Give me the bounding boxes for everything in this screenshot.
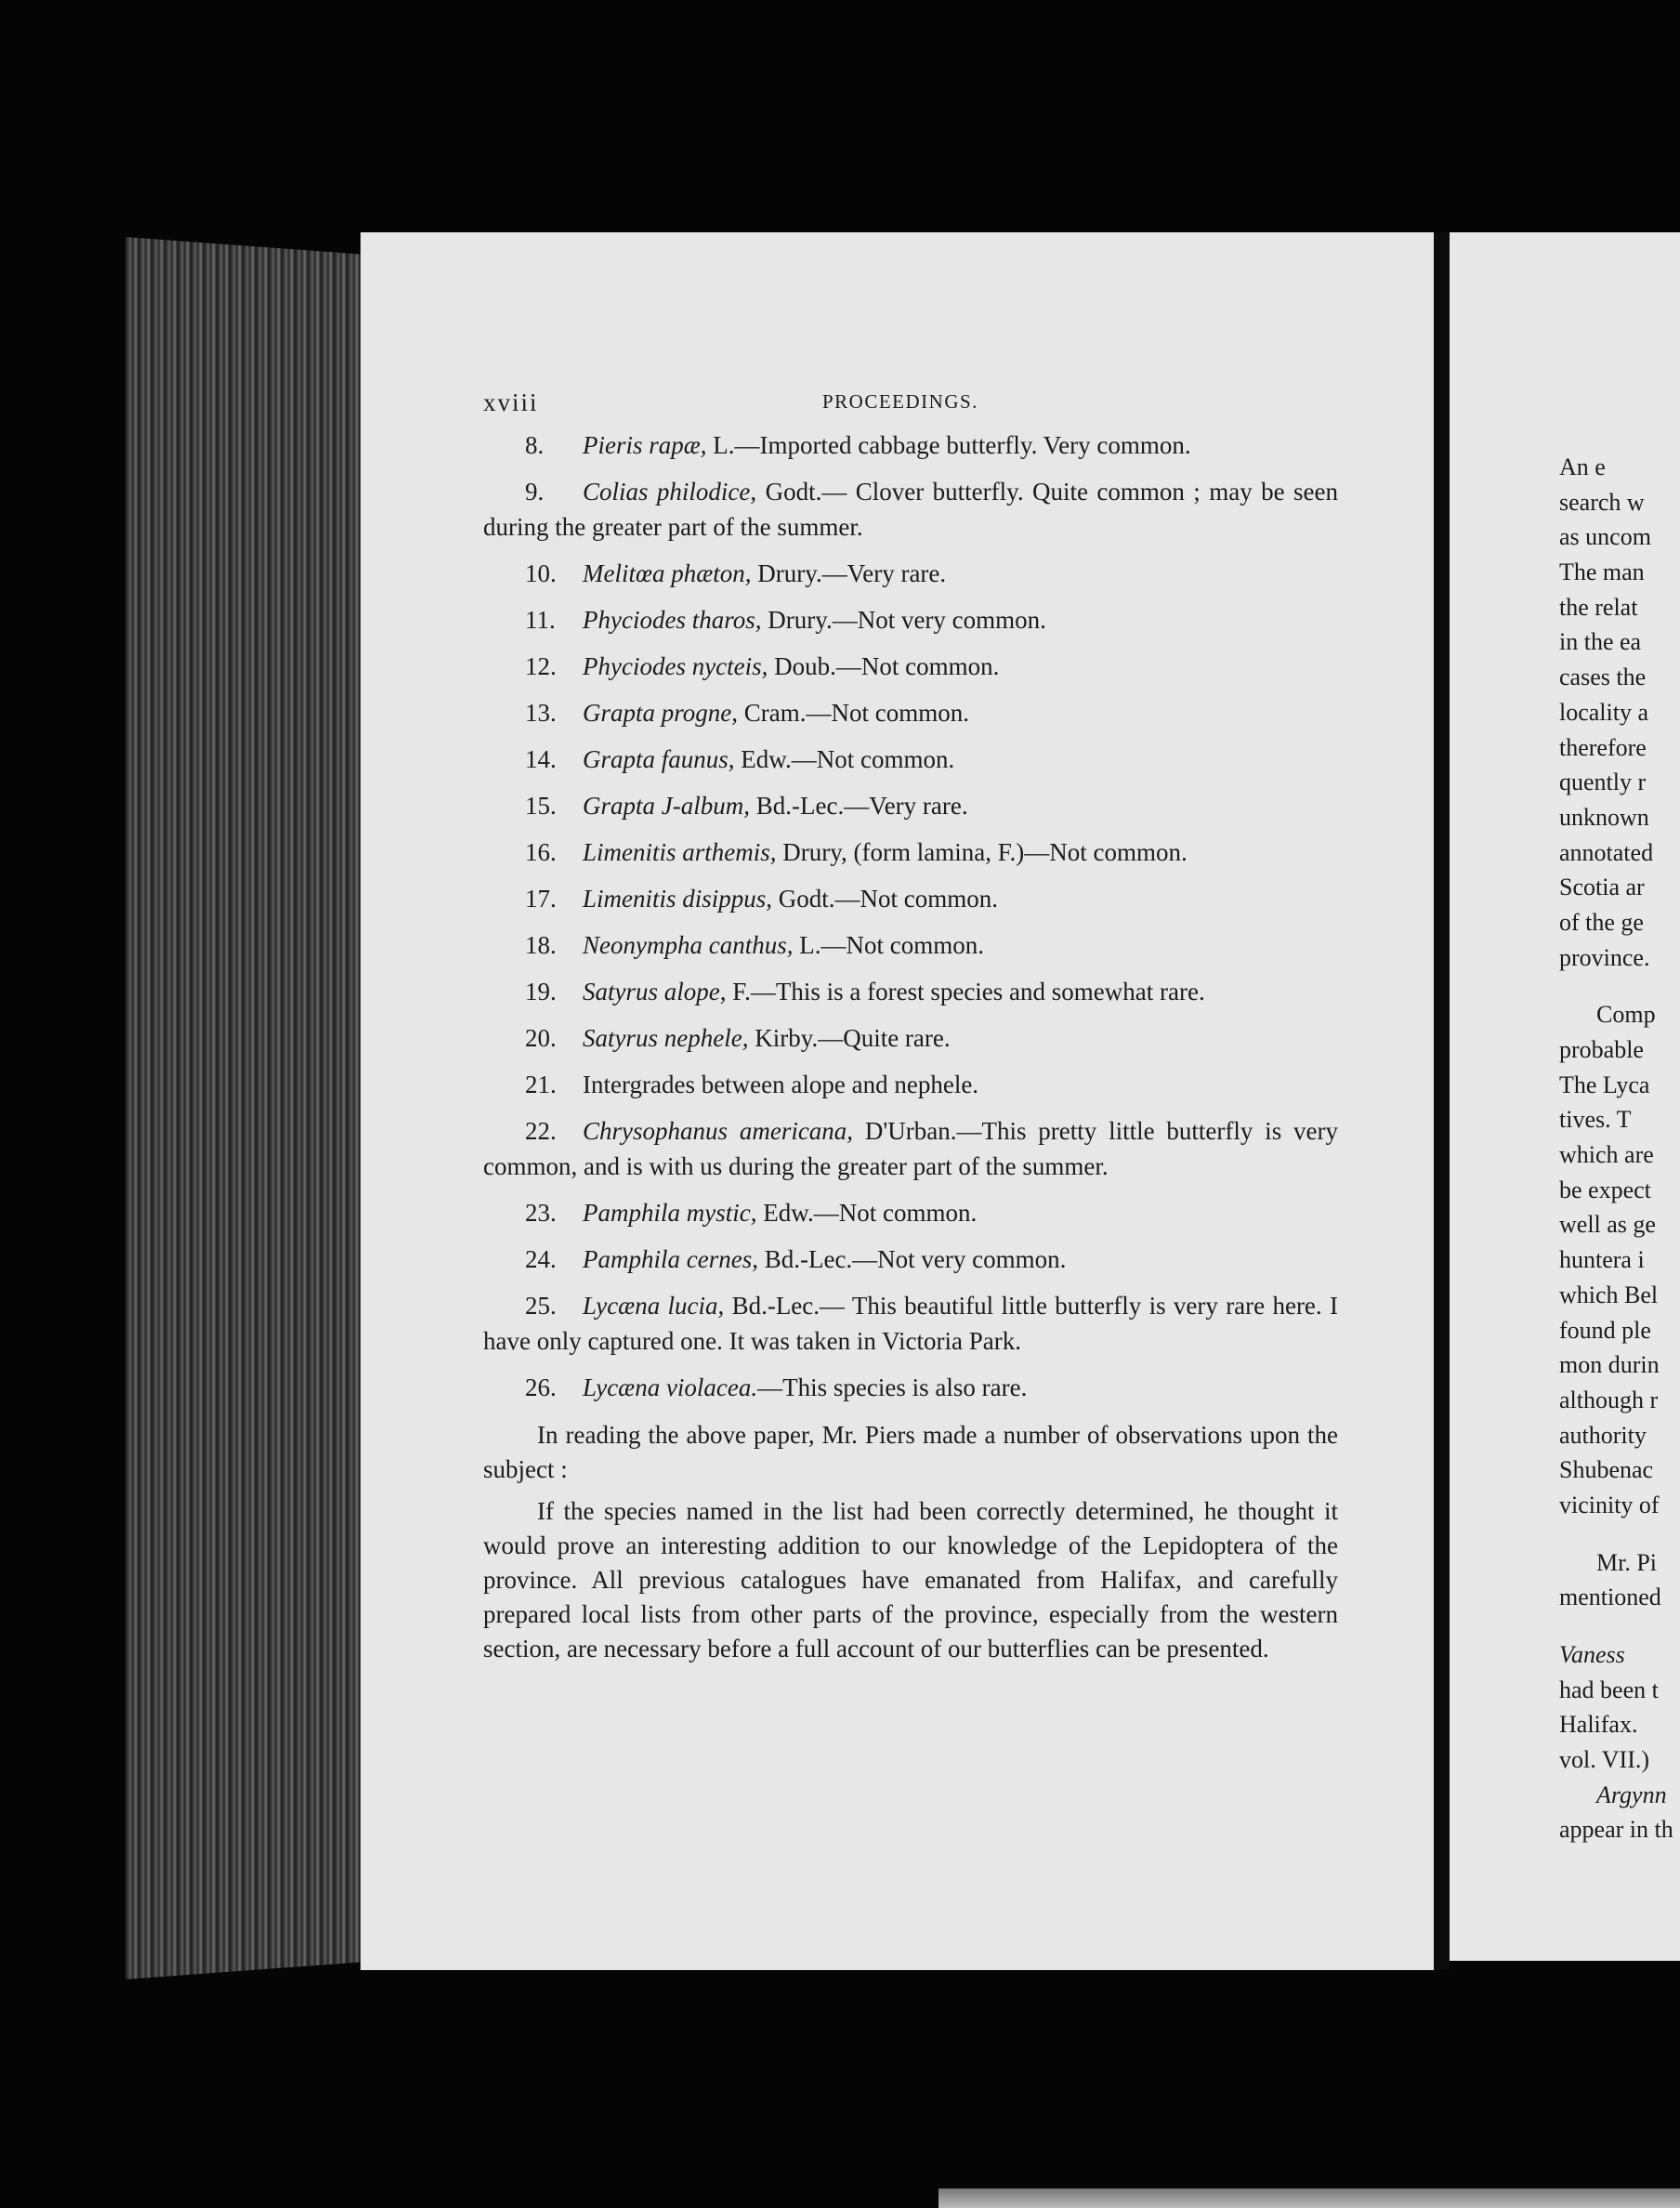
species-name: Grapta J-album, — [583, 792, 750, 820]
right-page-line: The man — [1559, 559, 1645, 586]
entry-number: 14. — [525, 745, 557, 773]
species-note: Doub.—Not common. — [768, 652, 1000, 680]
right-page-line: Scotia ar — [1559, 874, 1645, 901]
species-name: Grapta faunus, — [583, 745, 735, 773]
right-page-line: The Lyca — [1559, 1071, 1650, 1098]
right-page-line: huntera i — [1559, 1246, 1645, 1274]
right-page-line: Argynn — [1596, 1781, 1667, 1808]
right-page-line: in the ea — [1559, 628, 1642, 656]
paragraph-gap — [1559, 1523, 1680, 1545]
discussion-paragraphs — [483, 1418, 1338, 1666]
right-page-line: well as ge — [1559, 1211, 1656, 1239]
species-entry — [483, 556, 1338, 591]
species-name: Phyciodes tharos, — [583, 606, 762, 634]
entry-number: 20. — [525, 1024, 557, 1052]
species-entry — [483, 974, 1338, 1009]
right-page-line: quently r — [1559, 769, 1647, 796]
paragraph-gap — [1559, 975, 1680, 997]
right-page-line: therefore — [1559, 733, 1647, 761]
species-name: Pieris rapæ, — [583, 431, 707, 459]
species-note: F.—This is a forest species and somewhat rare. — [726, 978, 1205, 1005]
right-page-text-fragments — [1559, 450, 1680, 1847]
species-note: Drury.—Not very common. — [761, 606, 1046, 634]
right-page-line: found ple — [1559, 1316, 1651, 1344]
running-head: PROCEEDINGS. — [822, 390, 978, 413]
entry-number: 23. — [525, 1199, 557, 1227]
species-entry — [483, 881, 1338, 916]
species-entry — [483, 1288, 1338, 1359]
right-page-line: of the ge — [1559, 908, 1644, 936]
species-note: Drury, (form lamina, F.)—Not common. — [776, 838, 1188, 866]
species-name: Satyrus alope, — [583, 978, 727, 1005]
right-page-line: Mr. Pi — [1596, 1548, 1658, 1576]
entry-number: 8. — [525, 431, 545, 459]
species-name: Phyciodes nycteis, — [583, 652, 768, 680]
species-entry — [483, 649, 1338, 684]
right-page-line: although r — [1559, 1386, 1659, 1413]
right-page-line: annotated — [1559, 838, 1654, 866]
discussion-paragraph: If the species named in the list had been correctly determined, he thought it would prove an interesting addition to our knowledge of the Lepidoptera of the province. All previous catalogues have emanated from Halifax, and carefully prepared local lists from other parts of the province, especially from the western section, are necessary before a full account of our butterflies can be presented. — [483, 1497, 1338, 1663]
entry-number: 24. — [525, 1245, 557, 1273]
page-header — [483, 388, 1338, 427]
species-entry — [483, 602, 1338, 637]
right-page-line: the relat — [1559, 593, 1638, 621]
right-page-line: tives. T — [1559, 1106, 1632, 1134]
species-name: Lycæna lucia, — [583, 1292, 725, 1320]
right-page-line: mentioned — [1559, 1584, 1661, 1611]
species-entry — [483, 927, 1338, 963]
species-name: Limenitis arthemis, — [583, 838, 777, 866]
species-name: Lycæna violacea. — [583, 1373, 758, 1401]
species-name: Grapta progne, — [583, 699, 738, 727]
species-name: Chrysophanus americana, — [583, 1117, 854, 1145]
species-note: Cram.—Not common. — [738, 699, 969, 727]
right-page-line: appear in th — [1559, 1816, 1673, 1844]
entry-number: 9. — [525, 478, 545, 506]
species-note: Godt.—Not common. — [772, 885, 999, 913]
left-page-text — [483, 388, 1338, 1674]
right-page-line: Vaness — [1559, 1641, 1625, 1668]
right-page-line: locality a — [1559, 698, 1649, 726]
species-name: Pamphila cernes, — [583, 1245, 758, 1273]
species-name: Pamphila mystic, — [583, 1199, 757, 1227]
entry-number: 15. — [525, 792, 557, 820]
right-page-line: vol. VII.) — [1559, 1746, 1650, 1774]
species-entry — [483, 742, 1338, 777]
right-page-line: which Bel — [1559, 1281, 1659, 1308]
species-name: Neonympha canthus, — [583, 931, 794, 959]
entry-number: 21. — [525, 1071, 557, 1098]
right-page-line: mon durin — [1559, 1351, 1660, 1379]
entry-number: 25. — [525, 1292, 557, 1320]
species-note: L.—Not common. — [793, 931, 984, 959]
entry-number: 16. — [525, 838, 557, 866]
species-note: Bd.-Lec.— This beautiful little butterfly is very rare here. I have only captured one. It was taken in Victoria Park. — [483, 1292, 1338, 1355]
species-note: Bd.-Lec.—Very rare. — [749, 792, 968, 820]
scanner-bed-strip — [938, 2188, 1680, 2208]
entry-number: 13. — [525, 699, 557, 727]
entry-number: 19. — [525, 978, 557, 1005]
right-page-line: Halifax. — [1559, 1711, 1638, 1739]
species-note: Edw.—Not common. — [734, 745, 955, 773]
species-name: Colias philodice, — [583, 478, 757, 506]
entry-number: 17. — [525, 885, 557, 913]
right-page-line: which are — [1559, 1141, 1654, 1169]
right-page-line: authority — [1559, 1421, 1647, 1449]
right-page-line: vicinity of — [1559, 1491, 1660, 1518]
right-page-line: cases the — [1559, 664, 1647, 691]
species-entry — [483, 1242, 1338, 1277]
discussion-paragraph: In reading the above paper, Mr. Piers made a number of observations upon the subject : — [483, 1421, 1338, 1483]
entry-number: 18. — [525, 931, 557, 959]
species-note: —This species is also rare. — [757, 1373, 1028, 1401]
paragraph-gap — [1559, 1615, 1680, 1637]
species-entry — [483, 1370, 1338, 1405]
right-page-line: probable — [1559, 1036, 1644, 1063]
species-name: Limenitis disippus, — [583, 885, 773, 913]
species-note: Drury.—Very rare. — [751, 559, 947, 587]
right-page-line: province. — [1559, 943, 1650, 971]
right-page-line: An e — [1559, 453, 1606, 480]
species-entry — [483, 835, 1338, 870]
right-page-line: unknown — [1559, 803, 1649, 831]
species-entry — [483, 1067, 1338, 1102]
right-page-line: as uncom — [1559, 523, 1651, 551]
entry-number: 11. — [525, 606, 556, 634]
species-entry — [483, 427, 1338, 463]
entry-number: 12. — [525, 652, 557, 680]
right-page-line: Comp — [1596, 1001, 1656, 1029]
species-entry — [483, 788, 1338, 823]
right-page-line: be expect — [1559, 1176, 1651, 1203]
book-page-edges — [125, 237, 362, 1979]
species-entry — [483, 1195, 1338, 1230]
species-entry — [483, 1113, 1338, 1184]
right-page-line: search w — [1559, 488, 1645, 516]
species-entry — [483, 695, 1338, 730]
page-number: xviii — [483, 388, 539, 416]
species-note: Intergrades between alope and nephele. — [583, 1071, 979, 1098]
species-list — [483, 427, 1338, 1405]
species-note: D'Urban.—This pretty little butterfly is very common, and is with us during the greater part of the summer. — [483, 1117, 1338, 1180]
right-page-line: Shubenac — [1559, 1456, 1654, 1484]
species-note: Bd.-Lec.—Not very common. — [757, 1245, 1067, 1273]
book-gutter — [1434, 232, 1450, 1970]
entry-number: 10. — [525, 559, 557, 587]
species-note: L.—Imported cabbage butterfly. Very common. — [706, 431, 1191, 459]
right-page-line: had been t — [1559, 1676, 1659, 1703]
species-note: Kirby.—Quite rare. — [748, 1024, 951, 1052]
species-name: Melitœa phæton, — [583, 559, 752, 587]
species-entry — [483, 1020, 1338, 1056]
entry-number: 22. — [525, 1117, 557, 1145]
species-note: Godt.— Clover butterfly. Quite common ; may be seen during the greater part of the summer. — [483, 478, 1338, 541]
species-name: Satyrus nephele, — [583, 1024, 749, 1052]
entry-number: 26. — [525, 1373, 557, 1401]
species-entry — [483, 474, 1338, 545]
species-note: Edw.—Not common. — [756, 1199, 978, 1227]
